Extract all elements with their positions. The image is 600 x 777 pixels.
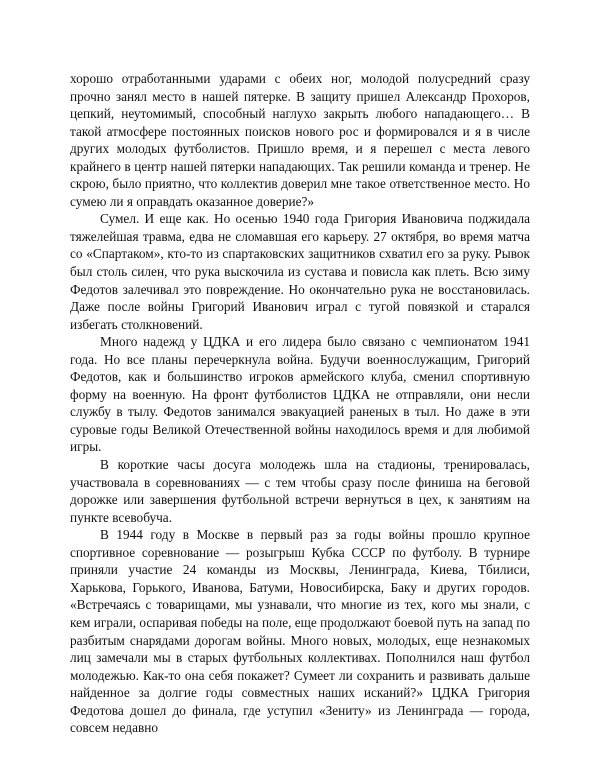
paragraph-2: Сумел. И еще как. Но осенью 1940 года Григория Ивановича поджидала тяжелейшая травма, едва не сломавшая его карьеру. 27 октября, во время матча со «Спартаком», кто-то из спартаковских защитников схватил его за руку. Рывок был столь силен, что рука выскочила из сустава и повисла как плеть. Всю зиму Федотов залечивал это повреждение. Но окончательно рука не восстановилась. Даже после войны Григорий Иванович играл с тугой повязкой и старался избегать столкновений. <box>70 211 530 332</box>
paragraph-5: В 1944 году в Москве в первый раз за годы войны прошло крупное спортивное соревнование — розыгрыш Кубка СССР по футболу. В турнире приняли участие 24 команды из Москвы, Ленинграда, Киева, Тбилиси, Харькова, Горького, Иванова, Батуми, Новосибирска, Баку и других городов. «Встречаясь с товарищами, мы узнавали, что многие из тех, кого мы знали, с кем играли, оспаривая победы на поле, еще продолжают боевой путь на запад по разбитым снарядами дорогам войны. Много новых, молодых, еще незнакомых лиц замечали мы в старых футбольных коллективах. Пополнился наш футбол молодежью. Как-то она себя покажет? Сумеет ли сохранить и развивать дальше найденное за долгие годы совместных наших исканий?» ЦДКА Григория Федотова дошел до финала, где уступил «Зениту» из Ленинграда — города, совсем недавно <box>70 527 530 736</box>
paragraph-4: В короткие часы досуга молодежь шла на стадионы, тренировалась, участвовала в соревнованиях — с тем чтобы сразу после финиша на беговой дорожке или завершения футбольной встречи вернуться в цех, к занятиям на пункте всевобуча. <box>70 457 530 525</box>
paragraph-1: хорошо отработанными ударами с обеих ног, молодой полусредний сразу прочно занял место в нашей пятерке. В защиту пришел Александр Прохоров, цепкий, неутомимый, способный наглухо закрыть любого нападающего… В такой атмосфере постоянных поисков нового рос и формировался и я в числе других молодых футболистов. Пришло время, и я перешел с места левого крайнего в центр нашей пятерки нападающих. Так решили команда и тренер. Не скрою, было приятно, что коллектив доверил мне такое ответственное место. Но сумею ли я оправдать оказанное доверие?» <box>70 71 530 209</box>
paragraph-3: Много надежд у ЦДКА и его лидера было связано с чемпионатом 1941 года. Но все планы перечеркнула война. Будучи военнослужащим, Григорий Федотов, как и большинство игроков армейского клуба, сменил спортивную форму на военную. На фронт футболистов ЦДКА не отправляли, они несли службу в тылу. Федотов занимался эвакуацией раненых в тыл. Но даже в эти суровые годы Великой Отечественной войны находилось время и для любимой игры. <box>70 334 530 455</box>
document-page <box>70 70 530 737</box>
